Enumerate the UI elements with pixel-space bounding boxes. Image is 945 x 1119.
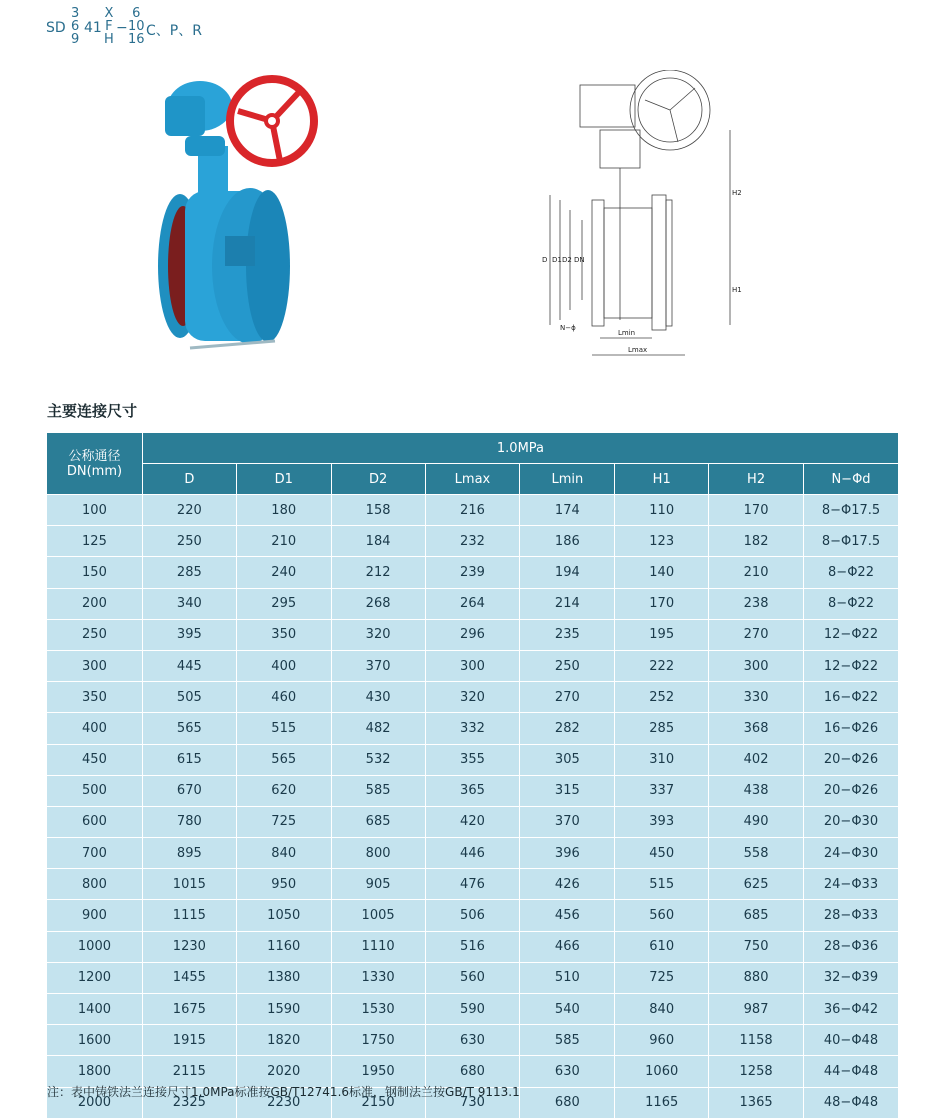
- table-cell: 110: [615, 495, 709, 526]
- table-row: [47, 806, 899, 837]
- cell-dn: 1600: [47, 1025, 143, 1056]
- table-cell: 40−Φ48: [804, 1025, 899, 1056]
- table-cell: 482: [331, 713, 425, 744]
- table-row: [47, 962, 899, 993]
- cell-dn: 250: [47, 619, 143, 650]
- table-cell: 725: [236, 806, 331, 837]
- header-col: Lmax: [425, 464, 520, 495]
- table-cell: 8−Φ17.5: [804, 526, 899, 557]
- model-col1: [71, 7, 79, 46]
- cell-dn: 500: [47, 775, 143, 806]
- cell-dn: 400: [47, 713, 143, 744]
- table-cell: 505: [142, 682, 236, 713]
- valve-dimension-drawing: [520, 70, 750, 370]
- table-cell: 685: [331, 806, 425, 837]
- model-col3-b: 10: [128, 19, 145, 34]
- dim-label-h1: H1: [732, 286, 742, 294]
- table-cell: 560: [425, 962, 520, 993]
- dim-label-d1: D1: [552, 256, 562, 264]
- table-cell: 340: [142, 588, 236, 619]
- table-cell: 20−Φ26: [804, 744, 899, 775]
- table-cell: 450: [615, 838, 709, 869]
- table-cell: 210: [236, 526, 331, 557]
- table-cell: 235: [520, 619, 615, 650]
- model-col3-c: 16: [128, 32, 145, 47]
- table-cell: 438: [709, 775, 804, 806]
- table-cell: 44−Φ48: [804, 1056, 899, 1087]
- table-cell: 1455: [142, 962, 236, 993]
- table-cell: 194: [520, 557, 615, 588]
- table-cell: 670: [142, 775, 236, 806]
- table-cell: 1950: [331, 1056, 425, 1087]
- table-cell: 222: [615, 650, 709, 681]
- table-cell: 950: [236, 869, 331, 900]
- model-mid: 41: [84, 20, 102, 36]
- cell-dn: 800: [47, 869, 143, 900]
- table-cell: 232: [425, 526, 520, 557]
- model-col2-a: X: [104, 6, 114, 21]
- model-suffix: C、P、R: [146, 23, 202, 39]
- table-row: [47, 495, 899, 526]
- section-title: 主要连接尺寸: [47, 402, 138, 420]
- model-col1-a: 3: [71, 6, 80, 21]
- model-col1-c: 9: [71, 32, 80, 47]
- cell-dn: 600: [47, 806, 143, 837]
- table-cell: 355: [425, 744, 520, 775]
- table-cell: 320: [425, 682, 520, 713]
- table-cell: 252: [615, 682, 709, 713]
- table-row: [47, 557, 899, 588]
- table-cell: 24−Φ30: [804, 838, 899, 869]
- table-cell: 330: [709, 682, 804, 713]
- table-cell: 186: [520, 526, 615, 557]
- table-cell: 590: [425, 994, 520, 1025]
- model-col2-c: H: [104, 32, 114, 47]
- dim-label-d2: D2: [562, 256, 572, 264]
- table-row: [47, 682, 899, 713]
- cell-dn: 1400: [47, 994, 143, 1025]
- table-cell: 510: [520, 962, 615, 993]
- dimensions-table: [46, 432, 899, 1119]
- table-cell: 1365: [709, 1087, 804, 1118]
- table-cell: 2230: [236, 1087, 331, 1118]
- table-cell: 987: [709, 994, 804, 1025]
- table-row: [47, 744, 899, 775]
- table-cell: 182: [709, 526, 804, 557]
- cell-dn: 125: [47, 526, 143, 557]
- table-cell: 393: [615, 806, 709, 837]
- table-body: [47, 495, 899, 1119]
- table-cell: 214: [520, 588, 615, 619]
- table-cell: 184: [331, 526, 425, 557]
- table-cell: 516: [425, 931, 520, 962]
- table-row: [47, 619, 899, 650]
- table-cell: 476: [425, 869, 520, 900]
- table-cell: 490: [709, 806, 804, 837]
- dim-label-lmax: Lmax: [628, 346, 648, 354]
- table-cell: 195: [615, 619, 709, 650]
- table-cell: 750: [709, 931, 804, 962]
- header-col: Lmin: [520, 464, 615, 495]
- cell-dn: 350: [47, 682, 143, 713]
- header-col: D1: [236, 464, 331, 495]
- table-cell: 28−Φ36: [804, 931, 899, 962]
- cell-dn: 1200: [47, 962, 143, 993]
- table-cell: 20−Φ30: [804, 806, 899, 837]
- table-cell: 320: [331, 619, 425, 650]
- table-cell: 1590: [236, 994, 331, 1025]
- cell-dn: 700: [47, 838, 143, 869]
- table-cell: 1050: [236, 900, 331, 931]
- table-cell: 296: [425, 619, 520, 650]
- table-cell: 685: [709, 900, 804, 931]
- table-row: [47, 713, 899, 744]
- table-cell: 558: [709, 838, 804, 869]
- table-cell: 585: [520, 1025, 615, 1056]
- table-cell: 515: [615, 869, 709, 900]
- header-pressure: 1.0MPa: [142, 433, 898, 464]
- header-dn-line1: 公称通径: [68, 448, 121, 464]
- dim-label-d: D: [542, 256, 548, 264]
- table-cell: 565: [142, 713, 236, 744]
- table-cell: 315: [520, 775, 615, 806]
- table-cell: 332: [425, 713, 520, 744]
- table-cell: 396: [520, 838, 615, 869]
- table-cell: 20−Φ26: [804, 775, 899, 806]
- table-cell: 630: [425, 1025, 520, 1056]
- table-cell: 1165: [615, 1087, 709, 1118]
- table-cell: 680: [520, 1087, 615, 1118]
- dim-label-lmin: Lmin: [618, 329, 636, 337]
- table-cell: 240: [236, 557, 331, 588]
- table-cell: 210: [709, 557, 804, 588]
- table-cell: 282: [520, 713, 615, 744]
- table-cell: 1230: [142, 931, 236, 962]
- table-cell: 48−Φ48: [804, 1087, 899, 1118]
- cell-dn: 2000: [47, 1087, 143, 1118]
- table-cell: 250: [520, 650, 615, 681]
- table-cell: 460: [236, 682, 331, 713]
- table-cell: 285: [142, 557, 236, 588]
- table-cell: 28−Φ33: [804, 900, 899, 931]
- table-cell: 456: [520, 900, 615, 931]
- table-cell: 1530: [331, 994, 425, 1025]
- table-cell: 12−Φ22: [804, 650, 899, 681]
- table-cell: 880: [709, 962, 804, 993]
- table-cell: 1258: [709, 1056, 804, 1087]
- table-cell: 350: [236, 619, 331, 650]
- table-cell: 24−Φ33: [804, 869, 899, 900]
- table-cell: 300: [709, 650, 804, 681]
- table-cell: 725: [615, 962, 709, 993]
- table-cell: 840: [615, 994, 709, 1025]
- table-cell: 1005: [331, 900, 425, 931]
- table-cell: 420: [425, 806, 520, 837]
- header-col: N−Φd: [804, 464, 899, 495]
- table-cell: 170: [709, 495, 804, 526]
- cell-dn: 300: [47, 650, 143, 681]
- dim-label-n-phi: N−ϕ: [560, 324, 576, 332]
- table-cell: 250: [142, 526, 236, 557]
- table-cell: 1915: [142, 1025, 236, 1056]
- table-cell: 800: [331, 838, 425, 869]
- table-row: [47, 650, 899, 681]
- cell-dn: 150: [47, 557, 143, 588]
- table-cell: 625: [709, 869, 804, 900]
- table-cell: 780: [142, 806, 236, 837]
- table-cell: 216: [425, 495, 520, 526]
- table-cell: 300: [425, 650, 520, 681]
- table-cell: 365: [425, 775, 520, 806]
- cell-dn: 1800: [47, 1056, 143, 1087]
- table-cell: 32−Φ39: [804, 962, 899, 993]
- cell-dn: 900: [47, 900, 143, 931]
- table-cell: 1160: [236, 931, 331, 962]
- table-cell: 610: [615, 931, 709, 962]
- table-row: [47, 900, 899, 931]
- cell-dn: 450: [47, 744, 143, 775]
- table-cell: 295: [236, 588, 331, 619]
- table-cell: 2325: [142, 1087, 236, 1118]
- table-cell: 445: [142, 650, 236, 681]
- model-col3: [128, 7, 145, 46]
- header-dn-line2: DN(mm): [66, 463, 123, 479]
- table-row: [47, 1025, 899, 1056]
- table-row: [47, 526, 899, 557]
- table-cell: 1115: [142, 900, 236, 931]
- table-cell: 680: [425, 1056, 520, 1087]
- table-cell: 1158: [709, 1025, 804, 1056]
- table-cell: 540: [520, 994, 615, 1025]
- cell-dn: 100: [47, 495, 143, 526]
- table-cell: 515: [236, 713, 331, 744]
- table-cell: 305: [520, 744, 615, 775]
- table-cell: 620: [236, 775, 331, 806]
- table-cell: 36−Φ42: [804, 994, 899, 1025]
- header-dn: [47, 433, 143, 495]
- table-cell: 8−Φ17.5: [804, 495, 899, 526]
- table-cell: 1750: [331, 1025, 425, 1056]
- valve-photo: [150, 66, 370, 366]
- table-cell: 268: [331, 588, 425, 619]
- cell-dn: 1000: [47, 931, 143, 962]
- table-cell: 1015: [142, 869, 236, 900]
- table-cell: 960: [615, 1025, 709, 1056]
- table-cell: 370: [331, 650, 425, 681]
- header-col: H1: [615, 464, 709, 495]
- table-row: [47, 994, 899, 1025]
- model-designation: [46, 6, 346, 46]
- table-cell: 285: [615, 713, 709, 744]
- table-cell: 264: [425, 588, 520, 619]
- table-cell: 2020: [236, 1056, 331, 1087]
- table-cell: 180: [236, 495, 331, 526]
- table-cell: 506: [425, 900, 520, 931]
- model-col3-a: 6: [132, 6, 141, 21]
- table-cell: 270: [520, 682, 615, 713]
- dim-label-h2: H2: [732, 189, 742, 197]
- model-col1-b: 6: [71, 19, 80, 34]
- table-cell: 565: [236, 744, 331, 775]
- table-cell: 402: [709, 744, 804, 775]
- table-cell: 1675: [142, 994, 236, 1025]
- table-cell: 174: [520, 495, 615, 526]
- table-cell: 12−Φ22: [804, 619, 899, 650]
- table-row: [47, 931, 899, 962]
- table-cell: 1820: [236, 1025, 331, 1056]
- table-cell: 1110: [331, 931, 425, 962]
- table-cell: 220: [142, 495, 236, 526]
- table-cell: 337: [615, 775, 709, 806]
- table-cell: 446: [425, 838, 520, 869]
- table-cell: 370: [520, 806, 615, 837]
- dim-label-dn: DN: [574, 256, 585, 264]
- table-cell: 8−Φ22: [804, 588, 899, 619]
- table-cell: 170: [615, 588, 709, 619]
- table-cell: 895: [142, 838, 236, 869]
- footnote: 注：表中铸铁法兰连接尺寸1.0MPa标准按GB/T12741.6标准，钢制法兰按GB/T 9113.1: [47, 1085, 520, 1099]
- table-cell: 1380: [236, 962, 331, 993]
- table-row: [47, 838, 899, 869]
- table-cell: 368: [709, 713, 804, 744]
- header-col: H2: [709, 464, 804, 495]
- model-dash: −: [116, 20, 128, 36]
- table-cell: 158: [331, 495, 425, 526]
- table-cell: 395: [142, 619, 236, 650]
- table-row: [47, 869, 899, 900]
- table-cell: 2150: [331, 1087, 425, 1118]
- table-cell: 615: [142, 744, 236, 775]
- header-col: D2: [331, 464, 425, 495]
- table-cell: 1060: [615, 1056, 709, 1087]
- table-cell: 466: [520, 931, 615, 962]
- table-cell: 212: [331, 557, 425, 588]
- table-cell: 730: [425, 1087, 520, 1118]
- table-cell: 2115: [142, 1056, 236, 1087]
- table-cell: 238: [709, 588, 804, 619]
- table-cell: 585: [331, 775, 425, 806]
- model-col2-b: F: [105, 19, 113, 34]
- header-col: D: [142, 464, 236, 495]
- table-cell: 140: [615, 557, 709, 588]
- table-cell: 310: [615, 744, 709, 775]
- table-cell: 8−Φ22: [804, 557, 899, 588]
- table-cell: 16−Φ26: [804, 713, 899, 744]
- table-cell: 630: [520, 1056, 615, 1087]
- table-cell: 16−Φ22: [804, 682, 899, 713]
- model-prefix: SD: [46, 20, 66, 36]
- table-cell: 905: [331, 869, 425, 900]
- table-cell: 123: [615, 526, 709, 557]
- table-cell: 239: [425, 557, 520, 588]
- table-cell: 270: [709, 619, 804, 650]
- table-cell: 1330: [331, 962, 425, 993]
- table-cell: 840: [236, 838, 331, 869]
- table-cell: 430: [331, 682, 425, 713]
- table-cell: 426: [520, 869, 615, 900]
- table-row: [47, 775, 899, 806]
- model-col2: [104, 7, 114, 46]
- table-cell: 560: [615, 900, 709, 931]
- table-row: [47, 588, 899, 619]
- table-cell: 532: [331, 744, 425, 775]
- table-cell: 400: [236, 650, 331, 681]
- cell-dn: 200: [47, 588, 143, 619]
